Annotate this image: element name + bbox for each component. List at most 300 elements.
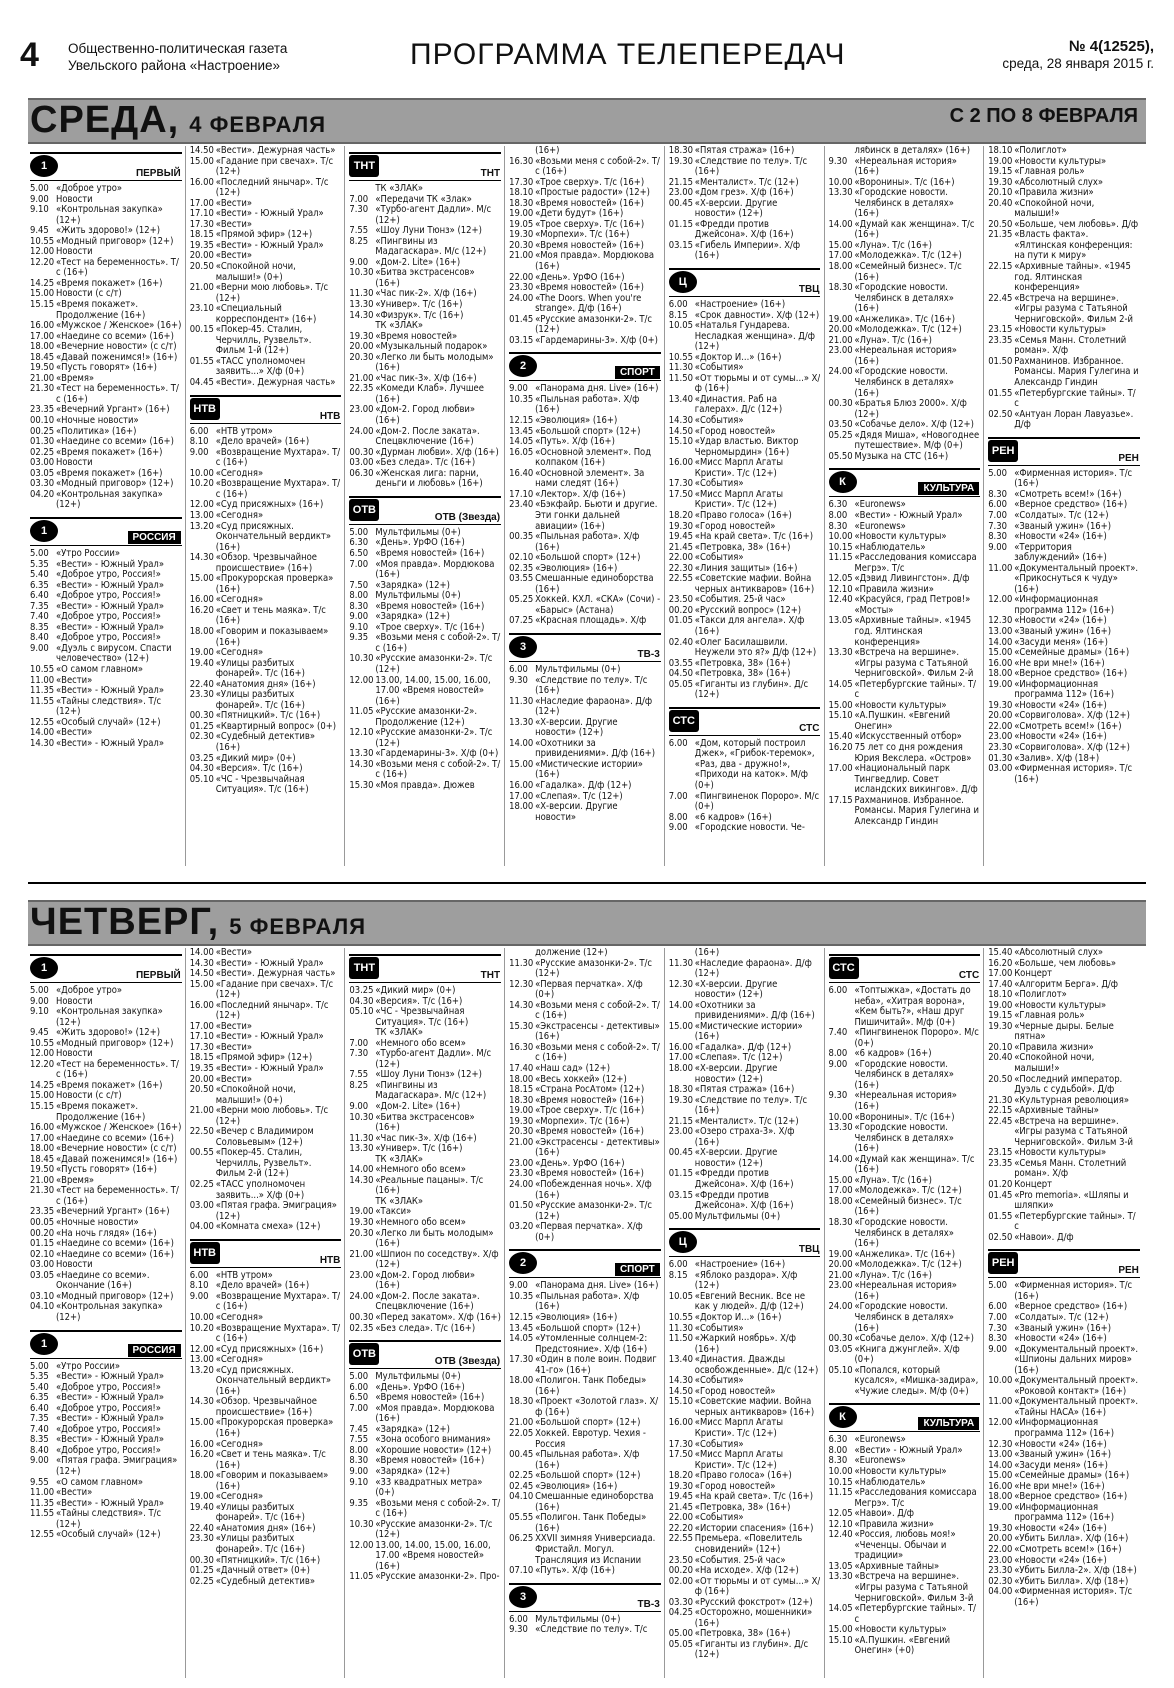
program-time: 18.45 — [30, 1153, 55, 1165]
program-time: 16.00 — [189, 1438, 214, 1450]
program-time: 7.30 — [988, 520, 1007, 532]
program-title: 75 лет со дня рождения Юрия Векслера. «Остров» — [854, 741, 972, 764]
program-row — [190, 357, 342, 378]
program-time: 03.30 — [668, 1596, 693, 1608]
program-title: «Весь хоккей» (12+) — [535, 1073, 627, 1085]
program-title: «Сегодня» — [215, 467, 264, 479]
program-title: «Х-версии. Другие новости» (12+) — [694, 978, 778, 1001]
channel-logo-icon: НТВ — [190, 398, 220, 420]
program-title: «Большой спорт» (12+) — [535, 1470, 641, 1482]
program-row — [509, 251, 661, 272]
program-row — [190, 378, 342, 389]
program-row — [349, 1467, 501, 1478]
program-title: «Возвращение Мухтара». Т/с (16+) — [215, 1322, 341, 1345]
program-row — [988, 1587, 1140, 1608]
program-time: 8.00 — [349, 590, 369, 602]
program-title: «Менталист». Т/с (12+) — [694, 176, 799, 188]
program-time: 17.00 — [828, 1185, 853, 1197]
program-row — [190, 448, 342, 469]
program-time — [829, 146, 855, 157]
program-row — [190, 775, 342, 796]
program-title: «Информационная программа 112» (16+) — [1014, 1417, 1115, 1439]
program-time: 14.00 — [189, 948, 214, 958]
program-title: «Вести» — [215, 1041, 253, 1053]
program-row — [509, 760, 661, 781]
program-title: Новости — [56, 995, 93, 1007]
program-row — [509, 574, 661, 595]
channel-logo-icon: ТНТ — [349, 155, 379, 177]
program-row — [190, 325, 342, 357]
program-row — [669, 416, 821, 427]
program-row — [829, 399, 981, 420]
program-time: 03.25 — [349, 985, 374, 996]
program-title: «Возьми меня с собой-2». Т/с (16+) — [375, 1497, 501, 1520]
program-time: 13.30 — [828, 1571, 853, 1583]
program-title: (16+) — [535, 146, 560, 156]
program-time: 03.00 — [349, 457, 374, 469]
program-row — [669, 220, 821, 241]
program-row — [988, 262, 1140, 294]
program-time: 6.00 — [668, 299, 688, 311]
program-row — [669, 374, 821, 395]
program-title: «Моя правда». Дюжев — [375, 779, 475, 791]
program-row — [829, 1155, 981, 1176]
program-time: 6.00 — [828, 985, 848, 996]
column-rule — [344, 948, 345, 1678]
program-title: Мультфильмы (0+) — [375, 526, 461, 538]
program-row — [30, 184, 182, 195]
program-row — [988, 532, 1140, 543]
program-time: 19.00 — [509, 208, 534, 220]
program-time: 20.00 — [988, 1533, 1013, 1545]
program-row — [669, 490, 821, 511]
program-title: «Час пик-3». Х/ф (16+) — [375, 372, 477, 384]
program-row — [988, 1397, 1140, 1418]
program-title: «Званый ужин» (16+) — [1014, 1449, 1112, 1461]
program-time: 6.00 — [509, 1613, 528, 1625]
program-title: «Вести» - Южный Урал» — [56, 1413, 164, 1425]
program-title: «Верни мою любовь». Т/с (12+) — [215, 1105, 329, 1127]
program-time: 02.30 — [988, 1575, 1013, 1587]
program-title: «Фирменная история». Т/с (16+) — [1014, 467, 1133, 490]
program-row — [829, 431, 981, 452]
program-title: «Мисс Марпл Агаты Кристи». Т/с (12+) — [694, 1449, 783, 1471]
program-time: 12.00 — [30, 246, 55, 258]
program-time: 00.45 — [668, 197, 693, 209]
program-time: 5.35 — [30, 1371, 49, 1383]
program-time: 14.30 — [349, 758, 374, 770]
program-title: «Бэкфайр. Бьюти и другие. Эти гонки дальней авиации» (16+) — [535, 499, 658, 532]
program-time: 21.00 — [349, 1248, 374, 1260]
program-title: «Больше, чем любовь». Д/ф — [1014, 218, 1139, 230]
program-title: «Время новостей» (16+) — [535, 197, 644, 209]
program-time: 10.00 — [189, 1311, 214, 1323]
program-row — [30, 1509, 182, 1530]
program-title: «Вести» - Южный Урал» — [56, 621, 164, 633]
program-title: «НТВ утром» — [215, 1269, 273, 1281]
program-time: 20.00 — [189, 1073, 214, 1085]
program-row — [509, 665, 661, 676]
program-time: 20.30 — [349, 351, 374, 363]
program-time: 16.20 — [828, 741, 853, 753]
program-title: «Время новостей» — [375, 330, 458, 342]
program-time: 8.10 — [189, 1280, 209, 1292]
program-title: «Новости культуры» — [1014, 999, 1107, 1011]
program-time: 6.30 — [828, 499, 848, 511]
program-title: «Жаркий ноябрь». Х/ф (16+) — [694, 1333, 796, 1355]
program-title: «Экстрасенсы - детективы» (16+) — [535, 1020, 660, 1043]
channel-name: РОССИЯ — [128, 1344, 181, 1357]
program-time: 13.00 — [189, 509, 214, 521]
channel-header — [509, 1249, 661, 1278]
program-row — [509, 1355, 661, 1376]
program-title: «Эволюция» (16+) — [535, 415, 618, 427]
program-title: «Вести» — [215, 250, 253, 262]
program-title: «Говорим и показываем» (16+) — [215, 625, 329, 648]
program-title: «Русские амазонки-2». Т/с (12+) — [535, 1200, 653, 1222]
program-time: 14.30 — [509, 999, 534, 1011]
program-row — [349, 311, 501, 322]
program-time: 03.05 — [828, 1343, 853, 1355]
program-time: 24.00 — [509, 292, 534, 304]
program-row — [669, 199, 821, 220]
channel-header — [509, 352, 661, 381]
channel-name: РОССИЯ — [128, 531, 181, 544]
program-row — [509, 1534, 661, 1566]
program-time: 05.55 — [509, 1512, 534, 1524]
program-title: «Верное средство» (16+) — [1014, 1301, 1128, 1313]
program-time: 00.55 — [189, 1147, 214, 1159]
program-time: 03.20 — [509, 1221, 534, 1233]
program-time: 17.00 — [30, 330, 55, 342]
program-time: 6.00 — [988, 499, 1007, 511]
program-row — [190, 1534, 342, 1555]
program-time: 04.30 — [349, 995, 374, 1007]
channel-name: ТВЦ — [798, 1244, 820, 1256]
channel-logo-icon: СТС — [669, 710, 699, 732]
day-divider — [28, 882, 1146, 884]
channel-header — [30, 152, 182, 181]
program-title: «Вести» — [56, 727, 93, 739]
program-title: «Доброе утро, Россия!» — [56, 1423, 161, 1435]
program-time: 14.00 — [668, 999, 693, 1011]
program-row — [30, 986, 182, 997]
program-title: «Мистические истории» (16+) — [694, 1020, 803, 1043]
channel-logo-icon: НТВ — [190, 1242, 220, 1264]
program-time: 02.50 — [988, 1231, 1013, 1243]
program-title: «Вести» — [56, 1487, 93, 1499]
channel-header — [669, 268, 821, 297]
program-row — [509, 1566, 661, 1577]
program-time: 13.30 — [828, 1122, 853, 1134]
program-time: 17.30 — [668, 1438, 693, 1450]
program-row — [190, 1222, 342, 1233]
program-title: Новости — [56, 1259, 93, 1271]
program-row — [190, 980, 342, 1001]
program-time: 11.05 — [349, 706, 374, 718]
program-title: «Новости культуры» — [854, 531, 947, 543]
channel-logo-icon: ТНТ — [349, 957, 379, 979]
program-row — [669, 1001, 821, 1022]
program-title: «Обзор. Чрезвычайное происшествие» (16+) — [215, 552, 317, 574]
program-time: 20.00 — [189, 250, 214, 262]
program-row — [669, 1640, 821, 1661]
program-row — [349, 1081, 501, 1102]
program-time: 10.00 — [828, 176, 853, 188]
program-title: «Петербургские тайны». Т/с — [854, 678, 976, 701]
program-time: 01.20 — [988, 1179, 1013, 1191]
day-title: СРЕДА, 4 ФЕВРАЛЯ — [30, 99, 327, 141]
program-row — [190, 283, 342, 304]
program-time: 10.55 — [30, 663, 55, 675]
program-row — [509, 781, 661, 792]
program-time: 8.15 — [668, 309, 688, 321]
program-title: «Династия. Раб на галерах». Д/с (12+) — [694, 393, 783, 416]
program-row — [509, 948, 661, 959]
program-row — [829, 764, 981, 796]
listing-column — [30, 948, 182, 1678]
channel-logo-icon: ОТВ — [349, 499, 379, 521]
column-rule — [504, 948, 505, 1678]
program-title: «Первая перчатка». Х/ф (0+) — [535, 1221, 643, 1243]
program-row — [349, 1049, 501, 1070]
program-title: «События» — [694, 1438, 744, 1450]
program-title: «Тест на беременность». Т/с (16+) — [56, 383, 179, 405]
column-rule — [664, 146, 665, 866]
program-title: «Убить Билла-2». Х/ф (18+) — [1014, 1565, 1137, 1577]
program-title: «Время покажет». Продолжение (16+) — [56, 299, 146, 321]
program-row — [988, 1313, 1140, 1324]
program-row — [509, 294, 661, 315]
program-title: «От тюрьмы и от сумы...» Х/ф (16+) — [694, 1575, 821, 1598]
channel-name: РЕН — [1118, 452, 1139, 464]
program-time: 19.00 — [988, 999, 1013, 1011]
program-row — [829, 743, 981, 764]
program-time: 03.30 — [30, 478, 55, 490]
program-time: 19.00 — [189, 647, 214, 659]
program-row — [669, 1608, 821, 1629]
program-time: 15.10 — [668, 1396, 693, 1408]
program-row — [669, 1148, 821, 1169]
listing-column — [190, 948, 342, 1678]
program-title: «Наедине со всеми» (16+) — [56, 1238, 174, 1250]
program-time: 18.30 — [509, 1396, 534, 1408]
program-row — [829, 346, 981, 367]
program-title: «Встреча на вершине». «Игры разума с Татьяной Черниговской». Фильм 3-й — [1014, 1115, 1133, 1148]
program-title: Премьера. «Повелитель сновидений» (12+) — [694, 1533, 803, 1555]
program-time: 20.10 — [988, 187, 1013, 199]
program-title: «Петровка, 38» (16+) — [694, 668, 791, 680]
program-title: «Полиглот» — [1014, 146, 1067, 156]
program-title: «Русские амазонки-2». Т/с (12+) — [375, 727, 493, 749]
program-time: 15.00 — [189, 1417, 214, 1429]
program-title: «Время новостей» (16+) — [375, 1392, 485, 1404]
program-time: 12.00 — [189, 1343, 214, 1355]
program-time: 14.05 — [828, 1603, 853, 1615]
program-title: «ЧС - Чрезвычайная Ситуация». Т/с (16+) — [375, 1006, 469, 1028]
program-time: 14.00 — [988, 1459, 1013, 1471]
program-time: 7.30 — [349, 1048, 369, 1060]
program-time: 7.40 — [30, 1423, 49, 1435]
program-title: «Основной элемент». Под колпаком (16+) — [535, 446, 652, 469]
column-rule — [664, 948, 665, 1678]
program-title: «Правила жизни» — [854, 1518, 934, 1530]
program-title: «Сегодня» — [215, 647, 264, 659]
program-title: «Пингвины из Мадагаскара». М/с (12+) — [375, 1079, 487, 1102]
program-title: «Дом-2. Город любви» (16+) — [375, 404, 476, 427]
program-time: 21.45 — [668, 1501, 693, 1513]
program-title: «Гардемарины-3». Х/ф (0+) — [535, 334, 658, 346]
program-title: «Спокойной ночи, малыши!» (0+) — [215, 261, 296, 283]
program-title: «Суд присяжных» (16+) — [215, 1343, 324, 1355]
program-title: «Пыльная работа». Х/ф (16+) — [535, 531, 640, 553]
program-row — [988, 1334, 1140, 1345]
program-title: «Семейный бизнес». Т/с (16+) — [854, 1195, 962, 1218]
program-time: 10.05 — [668, 1290, 693, 1302]
program-time: 13.30 — [349, 748, 374, 760]
program-title: «Экстрасенсы - детективы» (16+) — [535, 1136, 660, 1159]
program-title: «Следствие по телу». Т/с (16+) — [535, 674, 648, 697]
program-time: 6.00 — [189, 425, 209, 437]
program-time: 23.40 — [509, 499, 534, 511]
program-title: ТК «ЗЛАК» — [375, 1153, 424, 1165]
program-title: «Алгоритм Берга». Д/ф — [1014, 978, 1118, 990]
program-title: «Право голоса» (16+) — [694, 1470, 792, 1482]
program-title: «Дом, который построил Джек», «Грибок-теремок», «Раз, два - дружно!», «Приходи на каток». М/ф (0+) — [694, 737, 815, 791]
program-time: 20.50 — [988, 218, 1013, 230]
program-row — [669, 1212, 821, 1223]
program-row — [30, 1218, 182, 1229]
program-title: «Архивные тайны». «1945 год. Ялтинская конференция» — [1014, 261, 1131, 294]
program-time: 22.00 — [988, 1543, 1013, 1555]
program-time: 22.00 — [668, 1512, 693, 1524]
program-time: 07.25 — [509, 615, 534, 627]
program-time: 16.30 — [509, 155, 534, 167]
program-time: 17.30 — [668, 478, 693, 490]
program-time: 04.10 — [509, 1491, 534, 1503]
program-row — [988, 743, 1140, 754]
program-time: 7.45 — [349, 1423, 369, 1435]
program-time: 23.00 — [988, 1554, 1013, 1566]
program-title: «Время новостей» (16+) — [375, 600, 485, 612]
program-time: 8.30 — [828, 1455, 848, 1467]
program-time: 23.30 — [988, 1565, 1013, 1577]
program-title: «Шпион по соседству». Х/ф (12+) — [375, 1248, 499, 1271]
program-title: «Новости культуры» — [854, 1465, 947, 1477]
program-title: «Особый случай» (12+) — [56, 716, 161, 728]
program-title: «Зарядка» (12+) — [375, 1423, 450, 1435]
program-row — [509, 697, 661, 718]
program-time: 15.00 — [189, 573, 214, 585]
program-time: 6.00 — [668, 737, 688, 749]
listing-column — [829, 146, 981, 866]
program-time: 11.30 — [668, 1322, 693, 1334]
program-title: «Городские новости. Челябинск в деталях» (16+) — [854, 282, 954, 315]
program-time: 19.30 — [988, 1020, 1013, 1032]
program-title: «Вести». Дежурная часть» — [215, 968, 336, 980]
program-time: 5.00 — [30, 985, 49, 996]
program-row — [669, 511, 821, 522]
program-title: «Документальный проект». «Тайны НАСА» (16+) — [1014, 1396, 1139, 1418]
program-row — [509, 1180, 661, 1201]
program-title: «Архивные тайны» — [854, 1560, 940, 1572]
program-title: «Последний император. Дуэль с судьбой». Д/ф — [1014, 1073, 1123, 1096]
program-row — [349, 654, 501, 675]
channel-name: ОТВ (Звезда) — [434, 1356, 501, 1368]
program-title: «Новости культуры» — [1014, 155, 1107, 167]
program-title: «Время новостей» (16+) — [535, 239, 644, 251]
program-time: 19.15 — [988, 166, 1013, 178]
program-row — [669, 959, 821, 980]
page-number: 4 — [20, 36, 39, 74]
channel-header — [669, 707, 821, 736]
program-title: «Вести» - Южный Урал» — [215, 208, 324, 220]
program-time: 19.30 — [349, 330, 374, 342]
program-row — [30, 1456, 182, 1477]
program-time: 20.10 — [988, 1041, 1013, 1053]
program-time: 15.00 — [828, 1174, 853, 1186]
program-time: 5.00 — [30, 547, 49, 559]
program-time: 14.05 — [509, 1333, 534, 1345]
column-rule — [504, 146, 505, 866]
program-time: 5.00 — [349, 526, 369, 538]
program-row — [988, 1233, 1140, 1244]
program-time: 00.05 — [30, 1217, 55, 1229]
program-row — [190, 627, 342, 648]
program-title: «Зарядка» (12+) — [375, 611, 450, 623]
program-time: 5.00 — [30, 183, 49, 194]
program-row — [509, 336, 661, 347]
program-title: «Гиганты из глубин». Д/с (12+) — [694, 1638, 809, 1661]
program-title: «Петербургские тайны». Т/с — [1014, 387, 1136, 410]
listing-column — [349, 948, 501, 1678]
program-title: «Возвращение Мухтара». Т/с (16+) — [215, 446, 341, 469]
program-time: 5.00 — [988, 1280, 1007, 1292]
channel-logo-icon: 1 — [30, 957, 58, 979]
program-time: 19.00 — [189, 1491, 214, 1503]
program-time: 9.45 — [30, 225, 49, 237]
program-time: 18.15 — [189, 1052, 214, 1064]
program-time: 23.35 — [30, 1206, 55, 1218]
program-row — [669, 1022, 821, 1043]
program-title: «Моя правда». Мордюкова (16+) — [375, 1402, 495, 1425]
program-time: 7.00 — [988, 1311, 1007, 1323]
program-title: «Новости «24» (16+) — [1014, 1522, 1107, 1534]
program-time: 10.55 — [30, 1037, 55, 1049]
program-title: «Дом-2. После заката». Спецвключение (16+) — [375, 425, 480, 448]
program-title: «Доброе утро, Россия!» — [56, 1381, 161, 1393]
program-title: «Большой спорт» (12+) — [535, 1322, 641, 1334]
program-title: «На исходе». Х/ф (12+) — [694, 1565, 799, 1577]
program-time: 7.30 — [988, 1322, 1007, 1334]
program-title: «Дом-2. Город любви» (16+) — [375, 1269, 476, 1292]
channel-header — [349, 1340, 501, 1369]
program-title: «Возьми меня с собой-2». Т/с (16+) — [535, 999, 660, 1022]
program-time: 7.55 — [349, 1069, 369, 1081]
program-title: Смешанные единоборства (16+) — [535, 573, 654, 595]
program-title: «Х-версии. Другие новости» — [535, 801, 618, 823]
program-title: «Вести» - Южный Урал» — [56, 1497, 164, 1509]
program-time: 04.30 — [189, 763, 214, 775]
program-title: «Русские амазонки-2». Т/с (12+) — [535, 957, 653, 980]
program-title: ТК «ЗЛАК» — [375, 1195, 424, 1207]
program-time: 15.40 — [828, 731, 853, 743]
program-time: 12.15 — [509, 415, 534, 427]
program-time: 13.00 — [988, 1449, 1013, 1461]
program-time: 20.00 — [828, 324, 853, 336]
channel-name: ТНТ — [480, 168, 501, 179]
program-time: 14.00 — [988, 636, 1013, 648]
